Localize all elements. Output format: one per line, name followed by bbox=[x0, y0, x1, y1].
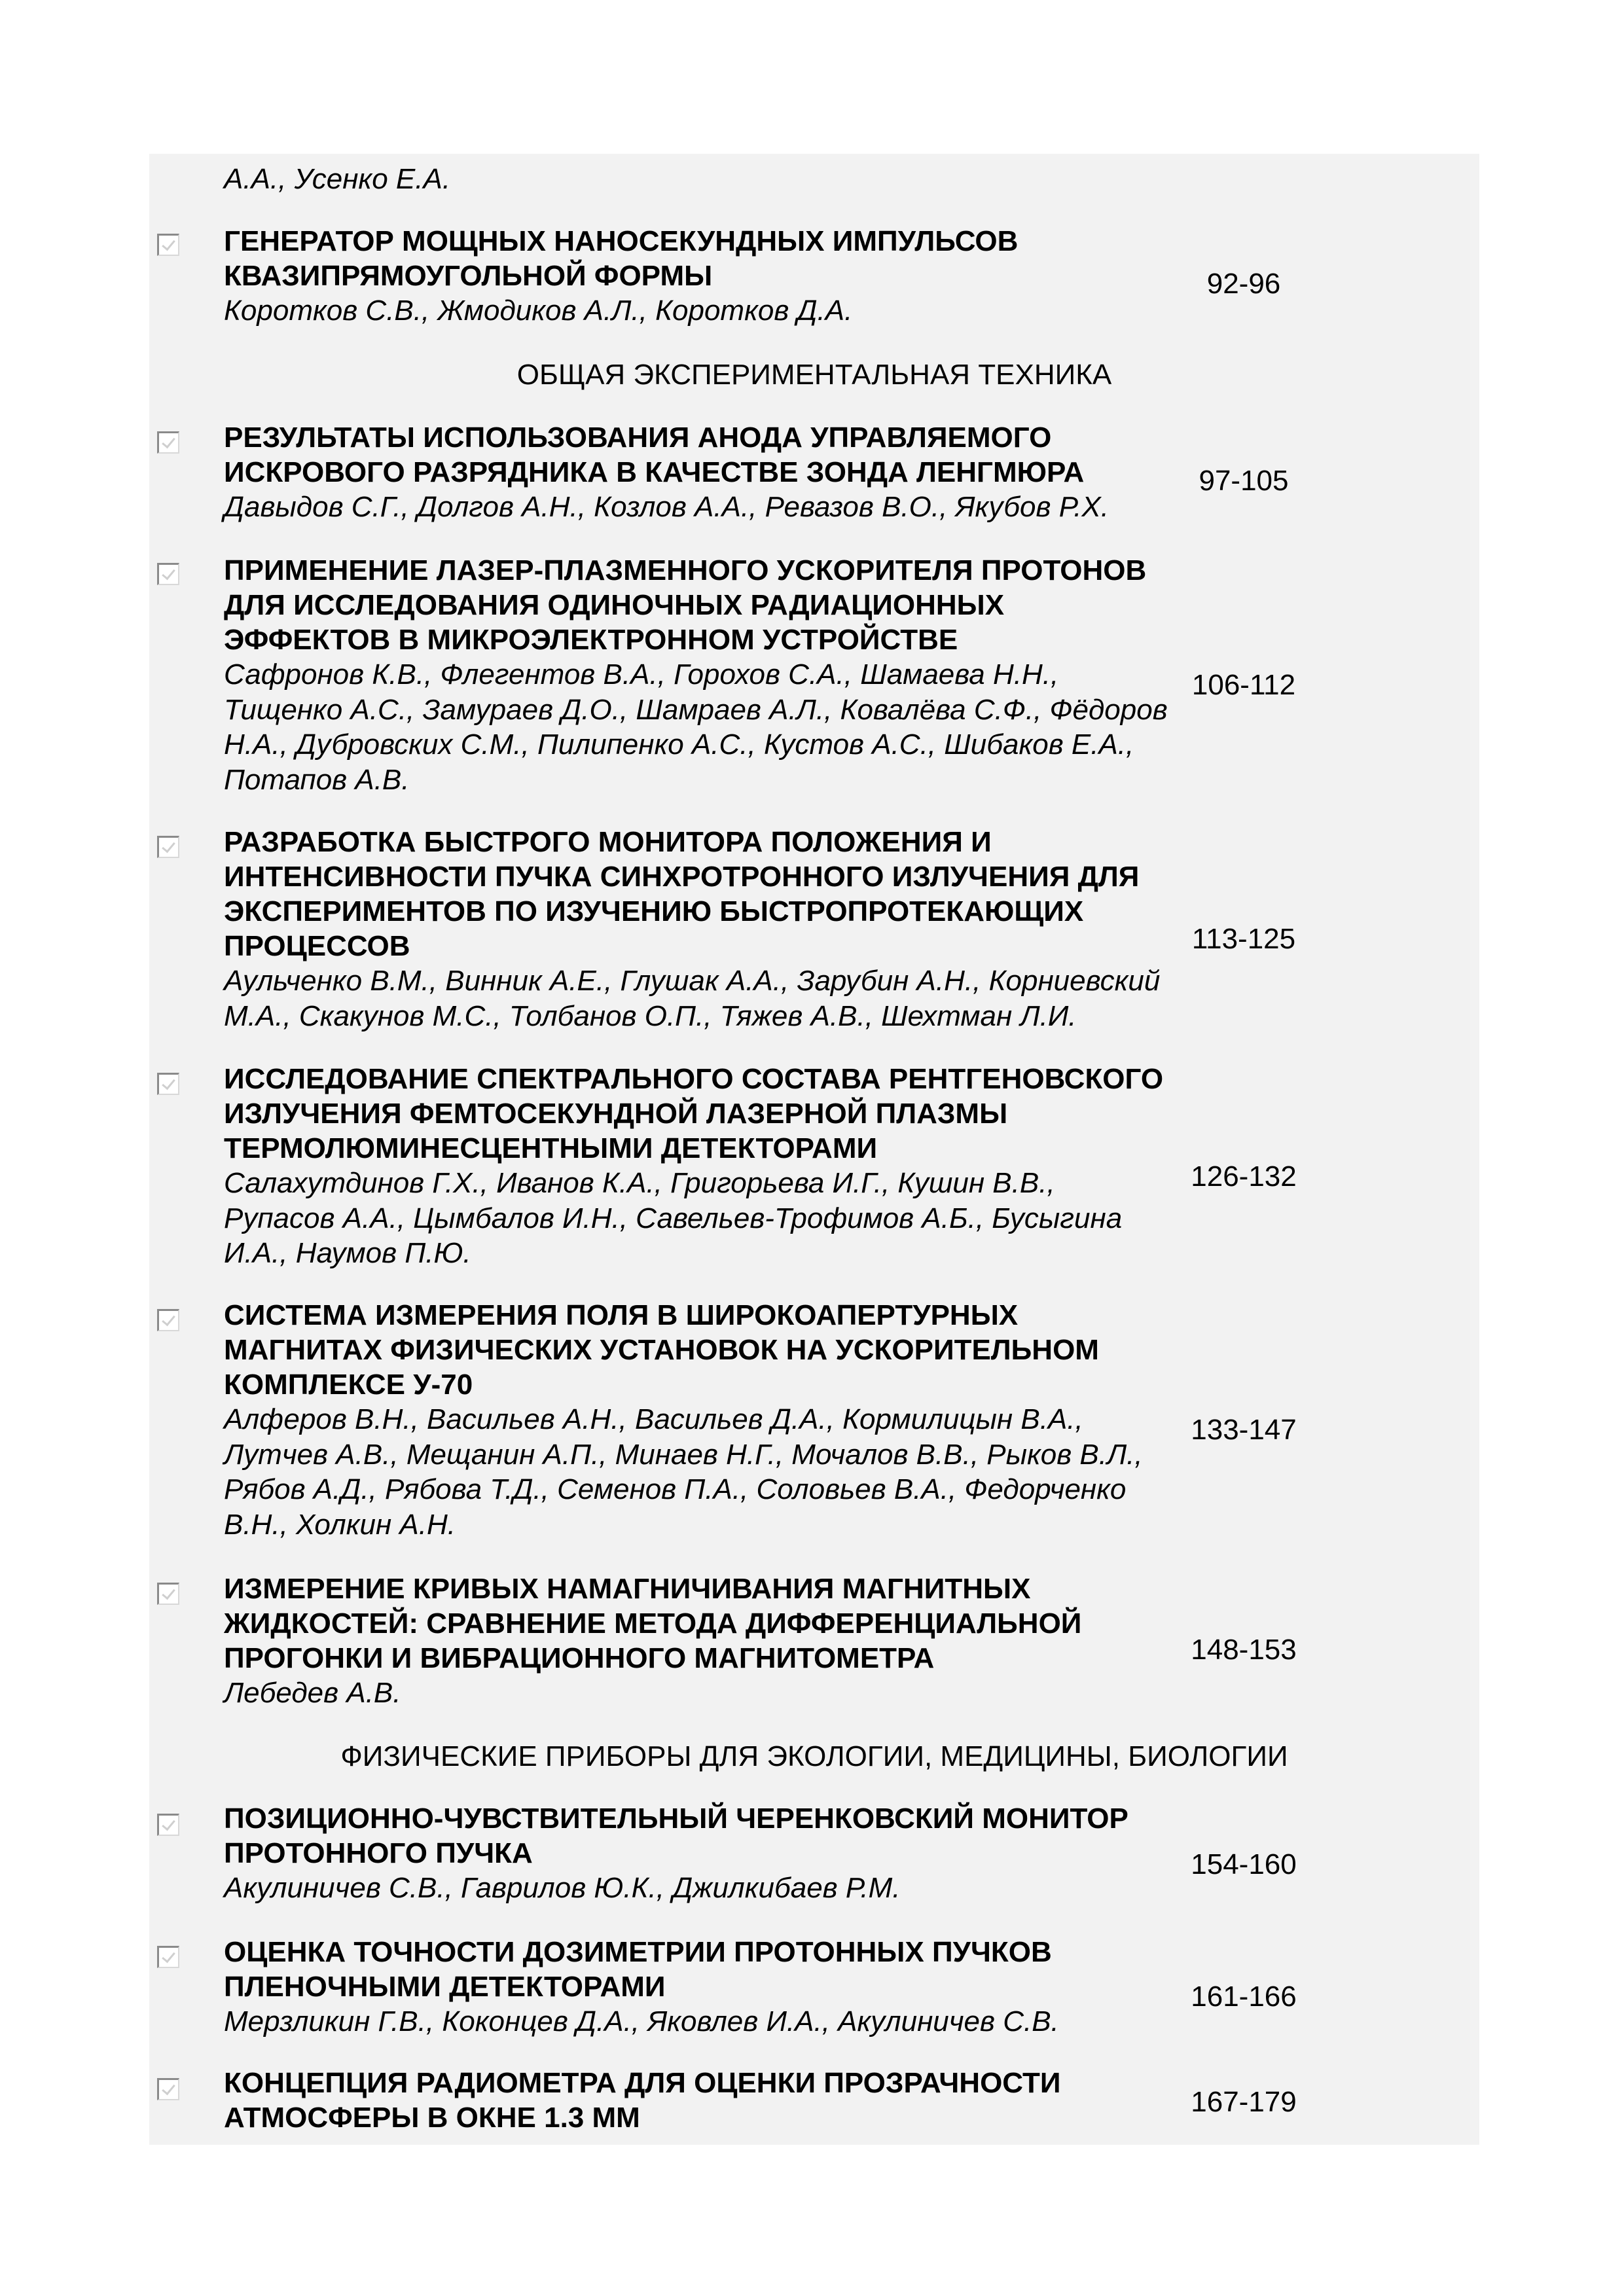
page-range: 97-105 bbox=[1199, 465, 1289, 497]
article-authors: Давыдов С.Г., Долгов А.Н., Козлов А.А., Ревазов В.О., Якубов Р.Х. bbox=[224, 491, 1109, 523]
section-heading: ФИЗИЧЕСКИЕ ПРИБОРЫ ДЛЯ ЭКОЛОГИИ, МЕДИЦИНЫ, БИОЛОГИИ bbox=[340, 1740, 1288, 1772]
select-checkbox[interactable] bbox=[157, 1814, 179, 1836]
page-range: 154-160 bbox=[1191, 1848, 1297, 1880]
select-checkbox[interactable] bbox=[157, 1073, 179, 1095]
toc-entry[interactable] bbox=[224, 1062, 1245, 1271]
page-range: 113-125 bbox=[1191, 923, 1296, 955]
article-authors: Акулиничев С.В., Гаврилов Ю.К., Джилкибаев Р.М. bbox=[224, 1872, 901, 1904]
toc-entry[interactable] bbox=[224, 2066, 1245, 2135]
select-checkbox[interactable] bbox=[157, 1583, 179, 1605]
page-range: 161-166 bbox=[1191, 1981, 1297, 2013]
page-range: 133-147 bbox=[1191, 1414, 1297, 1446]
article-title: ГЕНЕРАТОР МОЩНЫХ НАНОСЕКУНДНЫХ ИМПУЛЬСОВ КВАЗИПРЯМОУГОЛЬНОЙ ФОРМЫ bbox=[224, 225, 1019, 292]
select-checkbox[interactable] bbox=[157, 1309, 179, 1331]
article-authors: Аульченко В.М., Винник А.Е., Глушак А.А., Зарубин А.Н., Корниевский М.А., Скакунов М.С., Толбанов О.П., Тяжев А.В., Шехтман Л.И. bbox=[224, 965, 1161, 1032]
article-title: ИЗМЕРЕНИЕ КРИВЫХ НАМАГНИЧИВАНИЯ МАГНИТНЫХ ЖИДКОСТЕЙ: СРАВНЕНИЕ МЕТОДА ДИФФЕРЕНЦИАЛЬНОЙ ПРОГОНКИ И ВИБРАЦИОННОГО МАГНИТОМЕТРА bbox=[224, 1573, 1082, 1674]
page-range: 92-96 bbox=[1206, 268, 1281, 300]
authors-continuation: А.А., Усенко Е.А. bbox=[224, 163, 451, 195]
select-checkbox[interactable] bbox=[157, 563, 179, 585]
article-authors: Коротков С.В., Жмодиков А.Л., Коротков Д.А. bbox=[224, 295, 853, 327]
article-authors: Салахутдинов Г.Х., Иванов К.А., Григорьева И.Г., Кушин В.В., Рупасов А.А., Цымбалов И.Н., Савельев-Трофимов А.Б., Бусыгина И.А., Наумов П.Ю. bbox=[224, 1167, 1123, 1269]
article-authors: Лебедев А.В. bbox=[224, 1677, 401, 1709]
article-title: ПОЗИЦИОННО-ЧУВСТВИТЕЛЬНЫЙ ЧЕРЕНКОВСКИЙ МОНИТОР ПРОТОННОГО ПУЧКА bbox=[224, 1803, 1128, 1869]
select-checkbox[interactable] bbox=[157, 431, 179, 454]
toc-entry[interactable] bbox=[224, 1298, 1245, 1542]
article-title: РАЗРАБОТКА БЫСТРОГО МОНИТОРА ПОЛОЖЕНИЯ И ИНТЕНСИВНОСТИ ПУЧКА СИНХРОТРОННОГО ИЗЛУЧЕНИЯ ДЛЯ ЭКСПЕРИМЕНТОВ ПО ИЗУЧЕНИЮ БЫСТРОПРОТЕКАЮЩИХ ПРОЦЕССОВ bbox=[224, 826, 1140, 962]
page-range: 126-132 bbox=[1191, 1160, 1297, 1193]
article-title: РЕЗУЛЬТАТЫ ИСПОЛЬЗОВАНИЯ АНОДА УПРАВЛЯЕМОГО ИСКРОВОГО РАЗРЯДНИКА В КАЧЕСТВЕ ЗОНДА ЛЕНГМЮРА bbox=[224, 422, 1085, 488]
article-title: ОЦЕНКА ТОЧНОСТИ ДОЗИМЕТРИИ ПРОТОННЫХ ПУЧКОВ ПЛЕНОЧНЫМИ ДЕТЕКТОРАМИ bbox=[224, 1936, 1052, 2003]
select-checkbox[interactable] bbox=[157, 1946, 179, 1968]
article-title: КОНЦЕПЦИЯ РАДИОМЕТРА ДЛЯ ОЦЕНКИ ПРОЗРАЧНОСТИ АТМОСФЕРЫ В ОКНЕ 1.3 ММ bbox=[224, 2067, 1061, 2134]
select-checkbox[interactable] bbox=[157, 836, 179, 858]
article-authors: Мерзликин Г.В., Коконцев Д.А., Яковлев И.А., Акулиничев С.В. bbox=[224, 2005, 1059, 2037]
article-authors: Сафронов К.В., Флегентов В.А., Горохов С.А., Шамаева Н.Н., Тищенко А.С., Замураев Д.О., Шамраев А.Л., Ковалёва С.Ф., Фёдоров Н.А., Дубровских С.М., Пилипенко А.С., Кустов А.С., Шибаков Е.А., Потапов А.В. bbox=[224, 658, 1168, 796]
select-checkbox[interactable] bbox=[157, 2078, 179, 2100]
toc-entry[interactable] bbox=[224, 1935, 1245, 2039]
page-range: 148-153 bbox=[1191, 1634, 1297, 1666]
article-authors: Алферов В.Н., Васильев А.Н., Васильев Д.А., Кормилицын В.А., Лутчев А.В., Мещанин А.П., Минаев Н.Г., Мочалов В.В., Рыков В.Л., Рябов А.Д., Рябова Т.Д., Семенов П.А., Соловьев В.А., Федорченко В.Н., Холкин А.Н. bbox=[224, 1403, 1143, 1541]
article-title: ПРИМЕНЕНИЕ ЛАЗЕР-ПЛАЗМЕННОГО УСКОРИТЕЛЯ ПРОТОНОВ ДЛЯ ИССЛЕДОВАНИЯ ОДИНОЧНЫХ РАДИАЦИОННЫХ ЭФФЕКТОВ В МИКРОЭЛЕКТРОННОМ УСТРОЙСТВЕ bbox=[224, 554, 1147, 656]
page-range: 167-179 bbox=[1191, 2086, 1297, 2118]
toc-entry[interactable] bbox=[224, 825, 1245, 1033]
toc-entry[interactable] bbox=[224, 224, 1245, 329]
article-title: ИССЛЕДОВАНИЕ СПЕКТРАЛЬНОГО СОСТАВА РЕНТГЕНОВСКОГО ИЗЛУЧЕНИЯ ФЕМТОСЕКУНДНОЙ ЛАЗЕРНОЙ ПЛАЗМЫ ТЕРМОЛЮМИНЕСЦЕНТНЫМИ ДЕТЕКТОРАМИ bbox=[224, 1063, 1164, 1164]
toc-entry[interactable] bbox=[224, 420, 1245, 525]
toc-entry[interactable] bbox=[224, 1801, 1245, 1906]
toc-entry[interactable] bbox=[224, 553, 1245, 797]
article-title: СИСТЕМА ИЗМЕРЕНИЯ ПОЛЯ В ШИРОКОАПЕРТУРНЫХ МАГНИТАХ ФИЗИЧЕСКИХ УСТАНОВОК НА УСКОРИТЕЛЬНОМ КОМПЛЕКСЕ У-70 bbox=[224, 1299, 1099, 1401]
section-heading: ОБЩАЯ ЭКСПЕРИМЕНТАЛЬНАЯ ТЕХНИКА bbox=[516, 359, 1112, 391]
toc-entry[interactable] bbox=[224, 1571, 1245, 1711]
select-checkbox[interactable] bbox=[157, 234, 179, 256]
page-range: 106-112 bbox=[1191, 669, 1296, 701]
